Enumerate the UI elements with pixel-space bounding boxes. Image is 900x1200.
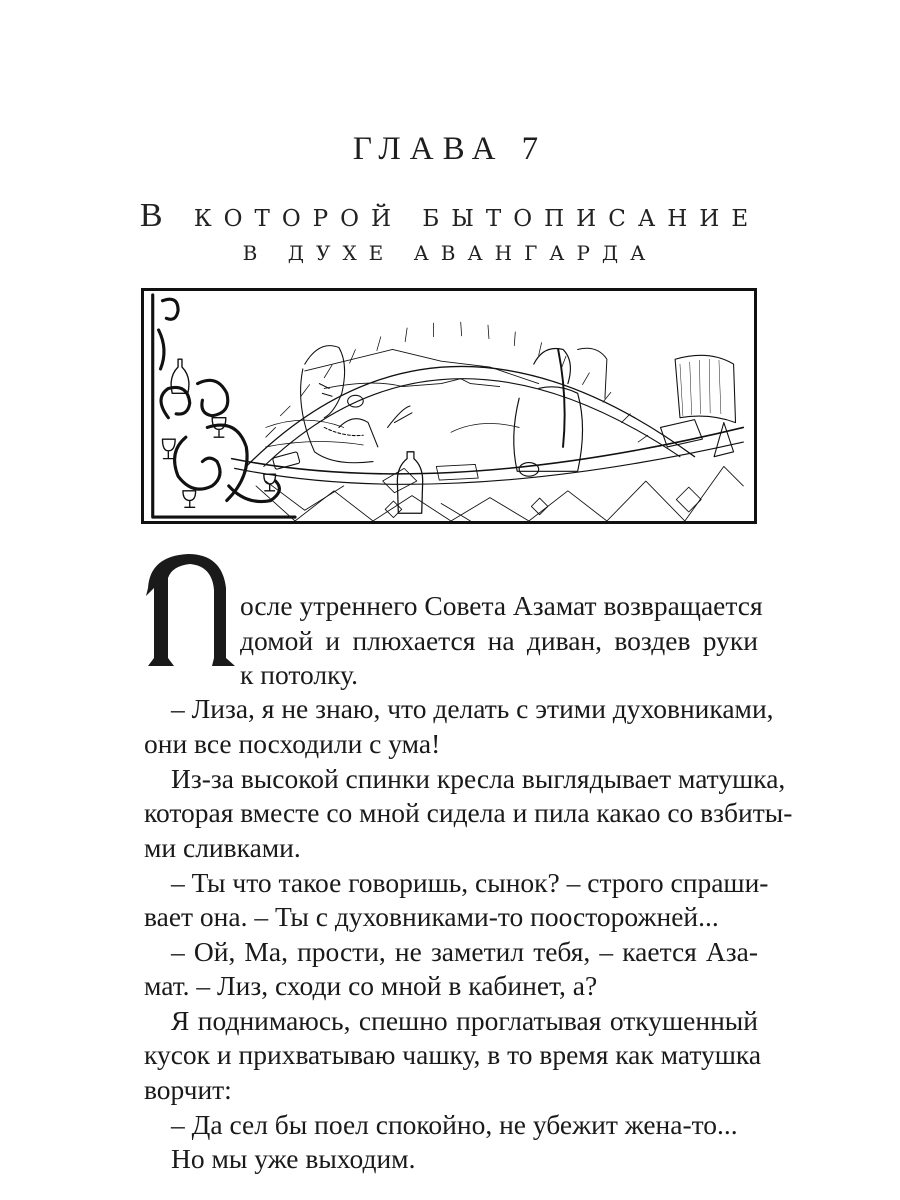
chapter-subtitle-line-1 — [0, 196, 900, 239]
chapter-subtitle-line-2: В ДУХЕ АВАНГАРДА — [242, 241, 658, 265]
paragraph-line: осле утреннего Совета Азамат возвращается — [240, 590, 763, 621]
paragraph-line: вает она. – Ты с духовниками-то поосторожней... — [144, 901, 719, 932]
paragraph-line: мат. – Лиз, сходи со мной в кабинет, а? — [144, 970, 598, 1001]
subtitle-line-1-text: КОТОРОЙ БЫТОПИСАНИЕ — [193, 206, 761, 232]
paragraph-line: которая вместе со мной сидела и пила какао со взбиты- — [144, 797, 793, 828]
paragraph-line: – Да сел бы поел спокойно, не убежит жена-то... — [171, 1109, 738, 1140]
paragraph-line: ворчит: — [144, 1074, 232, 1105]
chapter-illustration — [141, 288, 757, 524]
paragraph-line: – Ой, Ма, прости, не заметил тебя, – кается Аза- — [171, 936, 758, 967]
paragraph-line: ми сливками. — [144, 832, 301, 863]
paragraph-line: – Ты что такое говоришь, сынок? – строго спраши- — [171, 867, 769, 898]
drop-cap-letter — [140, 548, 235, 670]
paragraph-line: домой и плюхается на диван, воздев руки — [240, 625, 758, 656]
subtitle-initial: В — [139, 197, 175, 234]
paragraph-line: Из-за высокой спинки кресла выглядывает матушка, — [171, 763, 786, 794]
paragraph-line: Но мы уже выходим. — [171, 1143, 416, 1174]
decorative-initial-pe-icon — [140, 548, 235, 670]
paragraph-line: они все посходили с ума! — [144, 728, 441, 759]
ink-drawing-icon — [144, 291, 754, 521]
paragraph-line: к потолку. — [240, 659, 358, 690]
paragraph-line: Я поднимаюсь, спешно проглатывая откушенный — [171, 1005, 758, 1036]
paragraph-line: – Лиза, я не знаю, что делать с этими духовниками, — [171, 693, 774, 724]
chapter-number: ГЛАВА 7 — [352, 131, 548, 167]
paragraph-line: кусок и прихватываю чашку, в то время как матушка — [144, 1039, 762, 1070]
